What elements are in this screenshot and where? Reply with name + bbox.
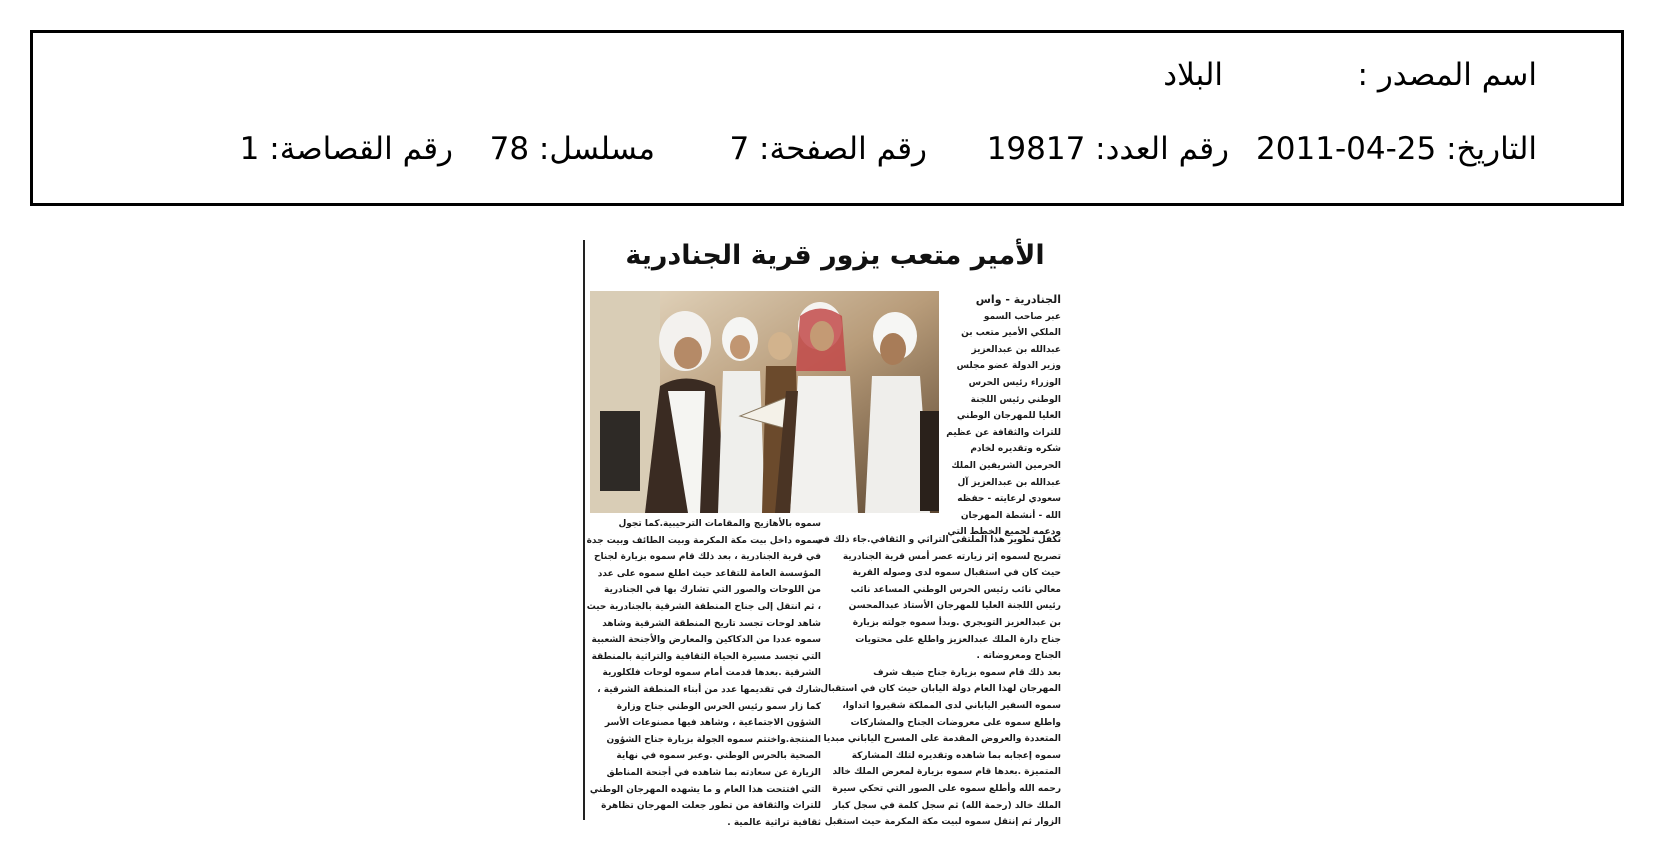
- article-line: جناح دارة الملك عبدالعزيز واطلع على محتويات: [855, 634, 1061, 645]
- article-dateline: الجنادرية - واس: [975, 293, 1061, 306]
- article-line: الوطني رئيس اللجنة: [970, 394, 1061, 405]
- clip-number-field: رقم القصاصة: 1: [239, 131, 453, 167]
- date-field: التاريخ: 25-04-2011: [1256, 131, 1537, 167]
- article-line: المتميزة .بعدها قام سموه بزيارة لمعرض الملك خالد: [832, 767, 1061, 778]
- article-line: حيث كان في استقبال سموه لدى وصوله القرية: [852, 568, 1061, 579]
- article-line: الملكي الأمير متعب بن: [961, 328, 1061, 339]
- article-line: العليا للمهرجان الوطني: [956, 411, 1061, 422]
- article-line: الوزراء رئيس الحرس: [968, 377, 1061, 388]
- article-line: التي افتتحت هذا العام و ما يشهده المهرجان الوطني: [589, 784, 821, 795]
- article-line: وزير الدولة عضو مجلس: [956, 361, 1061, 372]
- article-line: ودعمه لجميع الخطط التي: [947, 527, 1061, 538]
- article-line: عبدالله بن عبدالعزيز آل: [957, 477, 1061, 488]
- article-line: للتراث والثقافة من تطور جعلت المهرجان تظاهرة: [601, 801, 821, 812]
- serial-number-field: مسلسل: 78: [489, 131, 655, 167]
- article-line: بعد ذلك قام سموه بزيارة جناح ضيف شرف: [873, 667, 1061, 678]
- article-line: الملك خالد (رحمة الله) ثم سجل كلمة في سجل كبار: [832, 800, 1061, 811]
- article-line: سموه إعجابه بما شاهده وتقديره لتلك المشاركة: [851, 750, 1061, 761]
- article-line: كما زار سمو رئيس الحرس الوطني جناح وزارة: [616, 701, 821, 712]
- article-line: الجناح ومعروضاته .: [976, 651, 1061, 662]
- article-line: من اللوحات والصور التي تشارك بها في الجنادرية: [604, 585, 821, 596]
- article-line: رئيس اللجنة العليا للمهرجان الأستاذ عبدالمحسن: [848, 601, 1061, 612]
- article-line: سموه داخل بيت مكة المكرمة وبيت الطائف وبيت جدة: [586, 535, 821, 546]
- article-line: في قرية الجنادرية ، بعد ذلك قام سموه بزيارة لجناح: [594, 552, 821, 563]
- article-line: المنتجة.واختتم سموه الجولة بزيارة جناح الشؤون: [606, 734, 821, 745]
- source-label: اسم المصدر :: [1357, 57, 1537, 93]
- article-line: بن عبدالعزيز التويجري .وبدأ سموه جولته بزيارة: [852, 617, 1061, 628]
- article-line: الحرمين الشريفين الملك: [951, 460, 1061, 471]
- article-line: الصحية بالحرس الوطني .وعبر سموه في نهاية: [616, 751, 821, 762]
- article-line: للتراث والثقافة عن عظيم: [946, 427, 1061, 438]
- article-line: سموه بالأهازيج والمقامات الترحيبية.كما تجول: [618, 519, 821, 529]
- article-line: شكره وتقديره لخادم: [970, 444, 1061, 455]
- article-line: شارك في تقديمها عدد من أبناء المنطقة الشرقية ،: [597, 684, 821, 695]
- article-line: الشرقية .بعدها قدمت أمام سموه لوحات فلكلورية: [602, 668, 821, 679]
- article-column-right-top: [944, 292, 1061, 538]
- clipping-metadata-box: [30, 30, 1624, 206]
- article-line: سموه عددا من الدكاكين والمعارض والأجنحة الشعبية: [591, 635, 821, 646]
- article-line: التي تجسد مسيرة الحياة الثقافية والتراثية بالمنطقة: [591, 651, 821, 662]
- article-line: المهرجان لهذا العام دولة اليابان حيث كان في استقبال: [820, 684, 1061, 695]
- article-line: معالي نائب رئيس الحرس الوطني المساعد نائب: [850, 584, 1061, 595]
- article-line: الزيارة عن سعادته بما شاهده في أجنحة المناطق: [606, 767, 821, 778]
- article-line: شاهد لوحات تجسد تاريخ المنطقة الشرقية وشاهد: [602, 618, 821, 629]
- article-line: الله - أنشطة المهرجان: [960, 510, 1061, 521]
- article-line: الزوار ثم إنتقل سموه لبيت مكة المكرمة حيث استقبل: [824, 817, 1061, 828]
- article-line: تكفل تطوير هذا الملتقى التراثي و الثقافي.جاء ذلك في: [814, 535, 1061, 545]
- article-line: سعودي لرعايته - حفظه: [957, 494, 1061, 505]
- article-line: سموه السفير الياباني لدى المملكة شقيروا اتداوا،: [842, 700, 1061, 711]
- article-line: الشؤون الاجتماعية ، وشاهد فيها مصنوعات الأسر: [604, 718, 821, 729]
- article-line: تصريح لسموه إثر زيارته عصر أمس قرية الجنادرية: [842, 551, 1061, 562]
- article-headline: الأمير متعب يزور قرية الجنادرية: [625, 240, 1045, 271]
- article-column-left: [586, 516, 821, 828]
- article-line: واطلع سموه على معروضات الجناح والمشاركات: [850, 717, 1061, 728]
- page-number-field: رقم الصفحة: 7: [729, 131, 927, 167]
- article-line: عبر صاحب السمو: [983, 311, 1061, 322]
- source-value: البلاد: [1163, 57, 1223, 93]
- article-line: ثقافية تراثية عالمية .: [727, 817, 821, 828]
- article-line: عبدالله بن عبدالعزيز: [971, 344, 1061, 355]
- issue-number-field: رقم العدد: 19817: [986, 131, 1229, 167]
- article-column-right-bottom: [814, 532, 1061, 828]
- article-line: رحمه الله وأطلع سموه على الصور التي تحكي سيرة: [832, 783, 1061, 794]
- article-line: المتعددة والعروض المقدمة على المسرح الياباني مبديا: [823, 734, 1061, 745]
- photo-illustration: [590, 291, 939, 513]
- article-photo: [590, 291, 939, 513]
- column-rule: [583, 240, 585, 820]
- article-line: المؤسسة العامة للتقاعد حيث اطلع سموه على عدد: [597, 568, 821, 579]
- article-line: ، ثم انتقل إلى جناح المنطقة الشرقية بالجنادرية حيث: [586, 601, 821, 612]
